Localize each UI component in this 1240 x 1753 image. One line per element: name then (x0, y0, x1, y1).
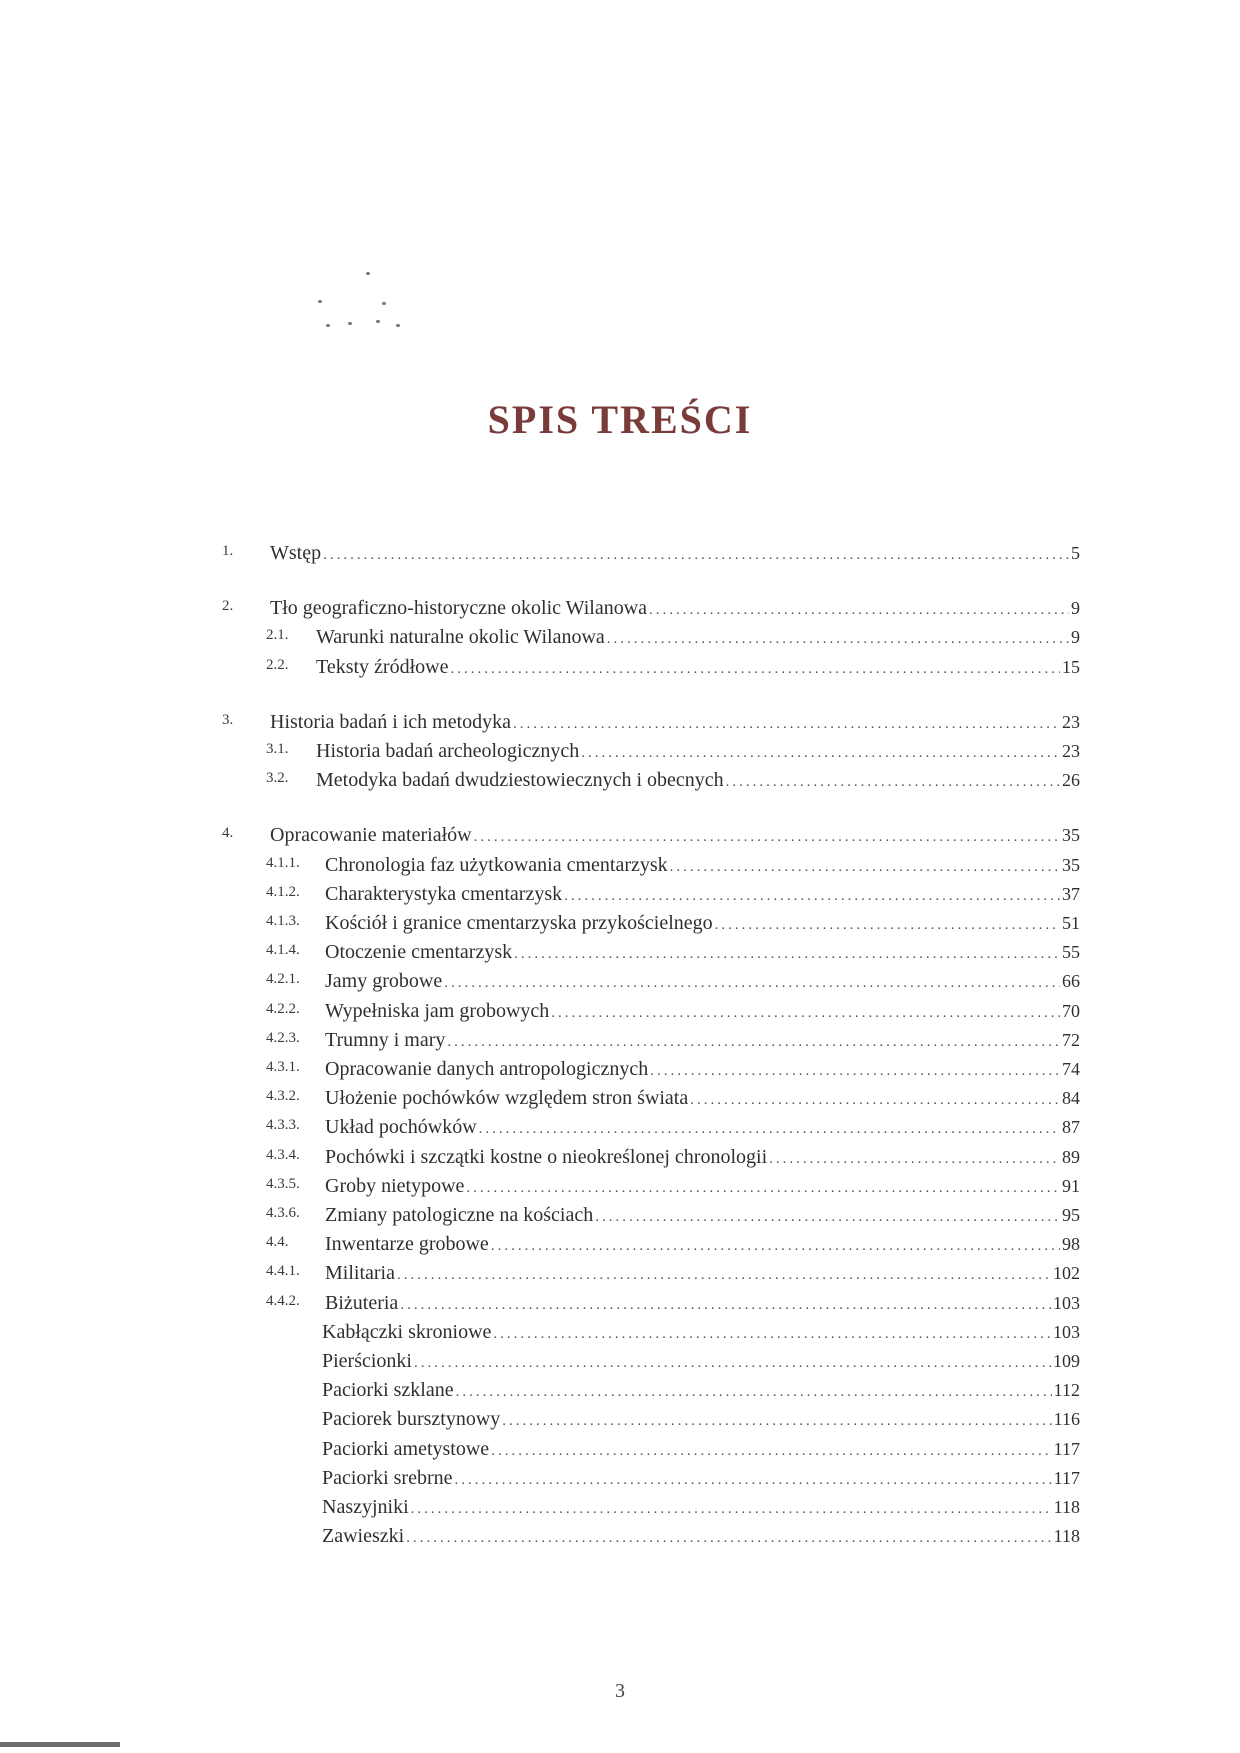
toc-entry (0, 1290, 1240, 1320)
toc-entry-line (322, 1436, 1080, 1464)
toc-entry-number: 4.3.1. (266, 1059, 300, 1075)
toc-entry-number: 4.3.4. (266, 1147, 300, 1163)
toc-entry-page: 87 (1062, 1117, 1080, 1137)
toc-entry-line (325, 881, 1080, 909)
toc-dot-leader (397, 1262, 1051, 1288)
toc-entry-label: Wypełniska jam grobowych (325, 1000, 550, 1022)
toc-entry (0, 852, 1240, 882)
toc-entry-page: 5 (1071, 543, 1080, 563)
toc-entry-line (325, 1173, 1080, 1201)
toc-entry-line (270, 540, 1080, 568)
toc-entry-label: Historia badań i ich metodyka (270, 711, 512, 733)
toc-dot-leader (491, 1233, 1060, 1259)
page-number: 3 (615, 1680, 625, 1702)
toc-entry-label: Paciorki szklane (322, 1379, 454, 1401)
toc-entry-page: 84 (1062, 1088, 1080, 1108)
toc-entry-page: 70 (1062, 1001, 1080, 1021)
toc-dot-leader (551, 1000, 1060, 1026)
toc-entry-label: Układ pochówków (325, 1116, 477, 1138)
toc-dot-leader (514, 941, 1060, 967)
toc-entry-page: 118 (1053, 1526, 1080, 1546)
toc-dot-leader (455, 1467, 1052, 1493)
toc-entry-label: Biżuteria (325, 1292, 399, 1314)
toc-dot-leader (650, 1058, 1060, 1084)
toc-dot-leader (595, 1204, 1060, 1230)
toc-entry (0, 1144, 1240, 1174)
toc-entry-line (316, 767, 1080, 795)
toc-entry-label: Kabłączki skroniowe (322, 1321, 492, 1343)
toc-dot-leader (493, 1321, 1051, 1347)
page-title: SPIS TREŚCI (487, 397, 753, 442)
toc-entry-page: 37 (1062, 884, 1080, 904)
toc-entry-line (322, 1465, 1080, 1493)
toc-dot-leader (513, 711, 1060, 737)
toc-entry (0, 1494, 1240, 1524)
toc-entry-page: 51 (1062, 913, 1080, 933)
toc-entry-label: Wstęp (270, 542, 322, 564)
toc-entry-page: 116 (1053, 1409, 1080, 1429)
toc-entry (0, 1465, 1240, 1495)
toc-entry-page: 55 (1062, 942, 1080, 962)
toc-entry-line (325, 998, 1080, 1026)
toc-dot-leader (690, 1087, 1060, 1113)
toc-entry-label: Warunki naturalne okolic Wilanowa (316, 626, 605, 648)
toc-entry-label: Opracowanie danych antropologicznych (325, 1058, 649, 1080)
toc-entry-line (316, 738, 1080, 766)
toc-entry (0, 1056, 1240, 1086)
toc-entry-page: 35 (1062, 825, 1080, 845)
toc-entry-label: Ułożenie pochówków względem stron świata (325, 1087, 689, 1109)
toc-entry-page: 102 (1053, 1263, 1080, 1283)
toc-entry-number: 4.3.2. (266, 1088, 300, 1104)
toc-entry-page: 72 (1062, 1030, 1080, 1050)
toc-entry-line (325, 1290, 1080, 1318)
toc-entry-label: Historia badań archeologicznych (316, 740, 580, 762)
toc-entry (0, 1027, 1240, 1057)
toc-dot-leader (447, 1029, 1060, 1055)
toc-entry-label: Kościół i granice cmentarzyska przykościelnego (325, 912, 713, 934)
toc-entry-label: Trumny i mary (325, 1029, 446, 1051)
toc-entry-line (325, 1144, 1080, 1172)
toc-entry-number: 4.4.2. (266, 1293, 300, 1309)
toc-entry-number: 4.4. (266, 1234, 289, 1250)
toc-entry-line (322, 1406, 1080, 1434)
toc-dot-leader (564, 883, 1060, 909)
toc-entry-number: 3.2. (266, 770, 289, 786)
toc-entry-number: 1. (222, 543, 234, 559)
scan-edge-shadow (0, 1742, 120, 1747)
toc-entry-line (316, 654, 1080, 682)
toc-entry-label: Groby nietypowe (325, 1175, 465, 1197)
toc-entry-label: Paciorki srebrne (322, 1467, 453, 1489)
toc-dot-leader (649, 597, 1069, 623)
toc-entry (0, 1406, 1240, 1436)
toc-entry (0, 1085, 1240, 1115)
toc-entry (0, 540, 1240, 570)
toc-entry-line (325, 968, 1080, 996)
toc-entry-page: 91 (1062, 1176, 1080, 1196)
toc-dot-leader (474, 824, 1060, 850)
toc-entry-line (322, 1319, 1080, 1347)
toc-entry-page: 95 (1062, 1205, 1080, 1225)
toc-entry (0, 1114, 1240, 1144)
toc-entry-line (325, 1202, 1080, 1230)
toc-dot-leader (411, 1496, 1052, 1522)
toc-entry-label: Paciorki ametystowe (322, 1438, 490, 1460)
toc-entry (0, 738, 1240, 768)
toc-entry-line (322, 1523, 1080, 1551)
toc-entry-page: 15 (1062, 657, 1080, 677)
toc-entry-line (322, 1377, 1080, 1405)
toc-entry-number: 4.2.2. (266, 1001, 300, 1017)
toc-dot-leader (670, 854, 1060, 880)
toc-entry-label: Tło geograficzno-historyczne okolic Wilanowa (270, 597, 648, 619)
toc-entry (0, 968, 1240, 998)
toc-entry (0, 595, 1240, 625)
toc-entry (0, 709, 1240, 739)
toc-entry-line (325, 1114, 1080, 1142)
toc-entry (0, 1202, 1240, 1232)
toc-entry-line (325, 1260, 1080, 1288)
toc-entry-page: 103 (1053, 1293, 1080, 1313)
toc-entry-label: Pierścionki (322, 1350, 412, 1372)
toc-entry-number: 3. (222, 712, 234, 728)
toc-entry-label: Zmiany patologiczne na kościach (325, 1204, 594, 1226)
toc-entry (0, 1260, 1240, 1290)
toc-entry (0, 1523, 1240, 1553)
toc-dot-leader (406, 1525, 1051, 1551)
toc-entry-number: 4.1.4. (266, 942, 300, 958)
toc-entry-line (325, 1027, 1080, 1055)
toc-entry-number: 4.3.6. (266, 1205, 300, 1221)
toc-entry-number: 2.2. (266, 657, 289, 673)
toc-entry (0, 767, 1240, 797)
toc-entry-label: Metodyka badań dwudziestowiecznych i obecnych (316, 769, 724, 791)
toc-entry-number: 4.2.1. (266, 971, 300, 987)
toc-entry (0, 654, 1240, 684)
toc-entry-label: Teksty źródłowe (316, 656, 449, 678)
toc-entry (0, 624, 1240, 654)
toc-entry (0, 910, 1240, 940)
toc-entry-label: Opracowanie materiałów (270, 824, 472, 846)
toc-entry-line (270, 709, 1080, 737)
toc-entry-line (325, 939, 1080, 967)
toc-dot-leader (400, 1292, 1051, 1318)
toc-entry-number: 4.1.1. (266, 855, 300, 871)
toc-dot-leader (769, 1146, 1060, 1172)
toc-entry-line (270, 822, 1080, 850)
toc-entry-number: 4. (222, 825, 234, 841)
toc-entry-page: 9 (1071, 627, 1080, 647)
toc-dot-leader (715, 912, 1060, 938)
toc-entry-label: Otoczenie cmentarzysk (325, 941, 513, 963)
toc-entry-line (322, 1348, 1080, 1376)
toc-entry-page: 117 (1053, 1439, 1080, 1459)
toc-entry-line (325, 1231, 1080, 1259)
toc-entry-line (316, 624, 1080, 652)
toc-entry-label: Jamy grobowe (325, 970, 443, 992)
toc-dot-leader (491, 1438, 1051, 1464)
toc-entry-page: 9 (1071, 598, 1080, 618)
toc-entry-page: 117 (1053, 1468, 1080, 1488)
toc-entry-number: 2.1. (266, 627, 289, 643)
toc-entry-line (325, 852, 1080, 880)
toc-entry (0, 822, 1240, 852)
toc-dot-leader (444, 970, 1060, 996)
toc-entry-page: 35 (1062, 855, 1080, 875)
toc-entry-number: 4.1.2. (266, 884, 300, 900)
toc-entry-label: Pochówki i szczątki kostne o nieokreślonej chronologii (325, 1146, 768, 1168)
toc-entry-number: 4.1.3. (266, 913, 300, 929)
toc-entry-page: 66 (1062, 971, 1080, 991)
toc-dot-leader (607, 626, 1069, 652)
toc-entry (0, 1231, 1240, 1261)
toc-entry-line (270, 595, 1080, 623)
toc-entry (0, 1319, 1240, 1349)
toc-entry-label: Inwentarze grobowe (325, 1233, 489, 1255)
toc-dot-leader (502, 1408, 1051, 1434)
toc-entry-page: 89 (1062, 1147, 1080, 1167)
toc-entry-number: 4.3.5. (266, 1176, 300, 1192)
toc-entry-page: 98 (1062, 1234, 1080, 1254)
toc-entry-line (322, 1494, 1080, 1522)
toc-entry (0, 1436, 1240, 1466)
toc-entry-page: 23 (1062, 712, 1080, 732)
toc-entry-page: 26 (1062, 770, 1080, 790)
toc-entry-number: 4.3.3. (266, 1117, 300, 1133)
toc-entry-line (325, 1056, 1080, 1084)
toc-entry-label: Charakterystyka cmentarzysk (325, 883, 563, 905)
toc-entry-label: Militaria (325, 1262, 395, 1284)
toc-entry-line (325, 1085, 1080, 1113)
toc-dot-leader (479, 1116, 1060, 1142)
toc-dot-leader (450, 656, 1060, 682)
toc-entry (0, 1348, 1240, 1378)
toc-entry-page: 112 (1053, 1380, 1080, 1400)
toc-entry (0, 998, 1240, 1028)
toc-entry (0, 1377, 1240, 1407)
toc-entry-page: 23 (1062, 741, 1080, 761)
scan-specks (318, 272, 468, 342)
toc-entry-page: 118 (1053, 1497, 1080, 1517)
toc-entry-label: Paciorek bursztynowy (322, 1408, 501, 1430)
toc-dot-leader (726, 769, 1060, 795)
toc-dot-leader (581, 740, 1060, 766)
toc-entry-page: 103 (1053, 1322, 1080, 1342)
toc-entry-page: 74 (1062, 1059, 1080, 1079)
toc-dot-leader (323, 542, 1069, 568)
toc-dot-leader (466, 1175, 1060, 1201)
toc-entry-number: 4.2.3. (266, 1030, 300, 1046)
toc-entry-label: Naszyjniki (322, 1496, 409, 1518)
toc-entry-number: 4.4.1. (266, 1263, 300, 1279)
toc-entry-label: Chronologia faz użytkowania cmentarzysk (325, 854, 668, 876)
toc-entry-number: 2. (222, 598, 234, 614)
toc-entry-number: 3.1. (266, 741, 289, 757)
toc-dot-leader (456, 1379, 1052, 1405)
toc-entry (0, 881, 1240, 911)
toc-entry (0, 1173, 1240, 1203)
toc-entry (0, 939, 1240, 969)
toc-entry-line (325, 910, 1080, 938)
toc-entry-page: 109 (1053, 1351, 1080, 1371)
toc-dot-leader (414, 1350, 1051, 1376)
toc-entry-label: Zawieszki (322, 1525, 405, 1547)
